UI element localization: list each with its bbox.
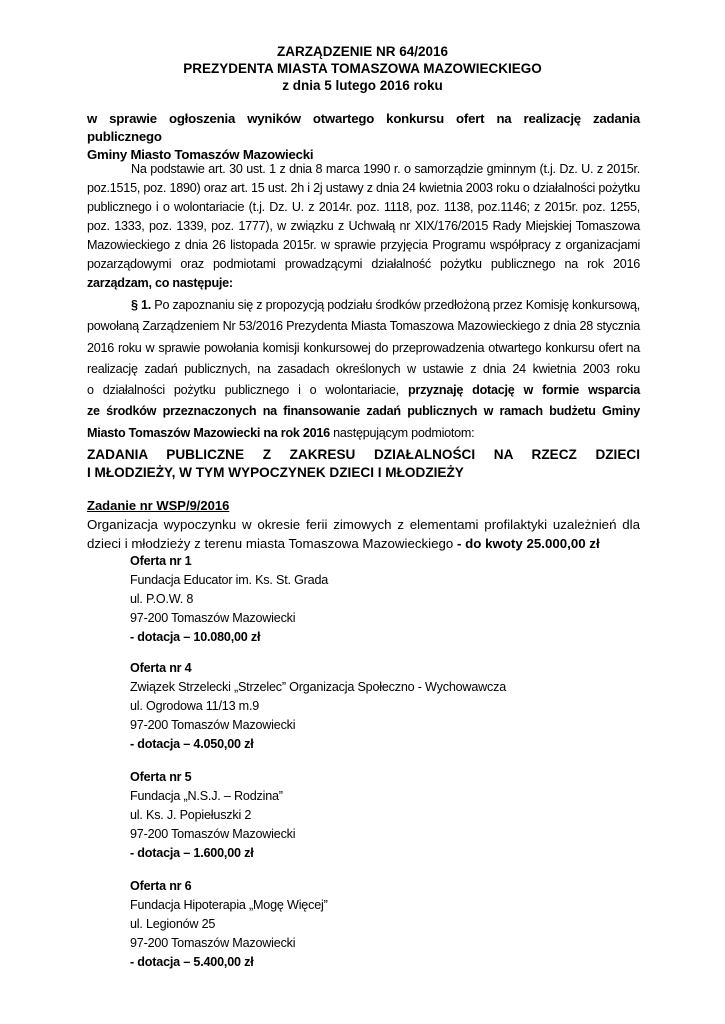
offer-street: ul. Legionów 25 xyxy=(130,917,216,931)
ordinance-date: z dnia 5 lutego 2016 roku xyxy=(282,78,443,93)
basis-closing: zarządzam, co następuje: xyxy=(87,276,233,290)
offer-block xyxy=(130,877,328,972)
section-heading: ZADANIA PUBLICZNE Z ZAKRESU DZIAŁALNOŚCI NA RZECZ DZIECI I MŁODZIEŻY, W TYM WYPOCZYNEK DZIECI I MŁODZIEŻY xyxy=(87,447,640,480)
offer-street: ul. Ks. J. Popiełuszki 2 xyxy=(130,808,252,822)
paragraph-line: 2016 roku w sprawie powołania komisji konkursowej do przeprowadzenia otwartego konkursu ofert na xyxy=(87,340,640,355)
offer-title: Oferta nr 1 xyxy=(130,554,192,568)
paragraph-line: powołaną Zarządzeniem Nr 53/2016 Prezydenta Miasta Tomaszowa Mazowieckiego z dnia 28 stycznia xyxy=(87,319,640,334)
offer-city: 97-200 Tomaszów Mazowiecki xyxy=(130,611,296,625)
paragraph-line: ze środków przeznaczonych na finansowanie zadań publicznych w ramach budżetu Gminy xyxy=(87,404,640,419)
task-id: Zadanie nr WSP/9/2016 xyxy=(87,498,230,513)
paragraph-line: § 1. Po zapoznaniu się z propozycją podziału środków przedłożoną przez Komisję konkursową, xyxy=(131,298,640,312)
offer-block xyxy=(130,768,295,863)
offer-grant: - dotacja – 5.400,00 zł xyxy=(130,955,254,969)
paragraph-1 xyxy=(87,295,640,444)
offer-organization: Fundacja Hipoterapia „Mogę Więcej” xyxy=(130,898,328,912)
ordinance-subject xyxy=(87,110,640,164)
document-header xyxy=(0,43,725,94)
offer-grant: - dotacja – 1.600,00 zł xyxy=(130,846,254,860)
offer-city: 97-200 Tomaszów Mazowiecki xyxy=(130,718,296,732)
offer-organization: Związek Strzelecki „Strzelec” Organizacja Społeczno - Wychowawcza xyxy=(130,680,507,694)
offer-grant: - dotacja – 4.050,00 zł xyxy=(130,737,254,751)
paragraph-line: Miasto Tomaszów Mazowiecki na rok 2016 następującym podmiotom: xyxy=(87,425,475,440)
paragraph-marker: § 1. xyxy=(131,298,152,312)
subject-line: w sprawie ogłoszenia wyników otwartego konkursu ofert na realizację zadania publicznego xyxy=(87,111,640,144)
paragraph-line: realizację zadań publicznych, na zasadach określonych w ustawie z dnia 24 kwietnia 2003 roku xyxy=(87,361,640,376)
offer-title: Oferta nr 4 xyxy=(130,661,192,675)
basis-line: publicznego i o wolontariacie (t.j. Dz. U. z 2014r. poz. 1118, poz. 1138, poz.1146; z 2015r. poz. 1255, xyxy=(87,200,640,214)
basis-line: poz. 1333, poz. 1339, poz. 1777), w związku z Uchwałą nr XIX/176/2015 Rady Miejskiej Tomaszowa xyxy=(87,219,640,233)
offer-street: ul. P.O.W. 8 xyxy=(130,592,194,606)
offer-title: Oferta nr 5 xyxy=(130,770,192,784)
task-description: Organizacja wypoczynku w okresie ferii zimowych z elementami profilaktyki uzależnień dla dzieci i młodzieży z terenu miasta Tomaszowa Mazowieckiego - do kwoty 25.000,00 zł xyxy=(87,517,640,551)
offer-city: 97-200 Tomaszów Mazowiecki xyxy=(130,827,296,841)
offer-title: Oferta nr 6 xyxy=(130,879,192,893)
basis-line: poz.1515, poz. 1890) oraz art. 15 ust. 2h i 2j ustawy z dnia 24 kwietnia 2003 roku o działalności pożytku xyxy=(87,181,640,195)
basis-line: pozarządowymi oraz podmiotami prowadzącymi działalność pożytku publicznego na rok 2016 xyxy=(87,257,640,271)
subject-line: Gminy Miasto Tomaszów Mazowiecki xyxy=(87,147,314,162)
offer-block xyxy=(130,552,328,647)
offer-city: 97-200 Tomaszów Mazowiecki xyxy=(130,936,296,950)
task-amount: - do kwoty 25.000,00 zł xyxy=(457,536,600,551)
offer-grant: - dotacja – 10.080,00 zł xyxy=(130,630,261,644)
offer-organization: Fundacja Educator im. Ks. St. Grada xyxy=(130,573,329,587)
offer-street: ul. Ogrodowa 11/13 m.9 xyxy=(130,699,260,713)
basis-line: Na podstawie art. 30 ust. 1 z dnia 8 marca 1990 r. o samorządzie gminnym (t.j. Dz. U. z 2015r. xyxy=(131,162,640,176)
offer-block xyxy=(130,659,506,754)
issuer: PREZYDENTA MIASTA TOMASZOWA MAZOWIECKIEGO xyxy=(183,61,542,76)
ordinance-number: ZARZĄDZENIE NR 64/2016 xyxy=(276,44,449,59)
offer-organization: Fundacja „N.S.J. – Rodzina” xyxy=(130,789,283,803)
paragraph-line: o działalności pożytku publicznego i o wolontariacie, przyznaję dotację w formie wsparcia xyxy=(87,383,640,398)
legal-basis xyxy=(87,160,640,293)
basis-line: Mazowieckiego z dnia 26 listopada 2015r. w sprawie przyjęcia Programu współpracy z organizacjami xyxy=(87,238,640,252)
